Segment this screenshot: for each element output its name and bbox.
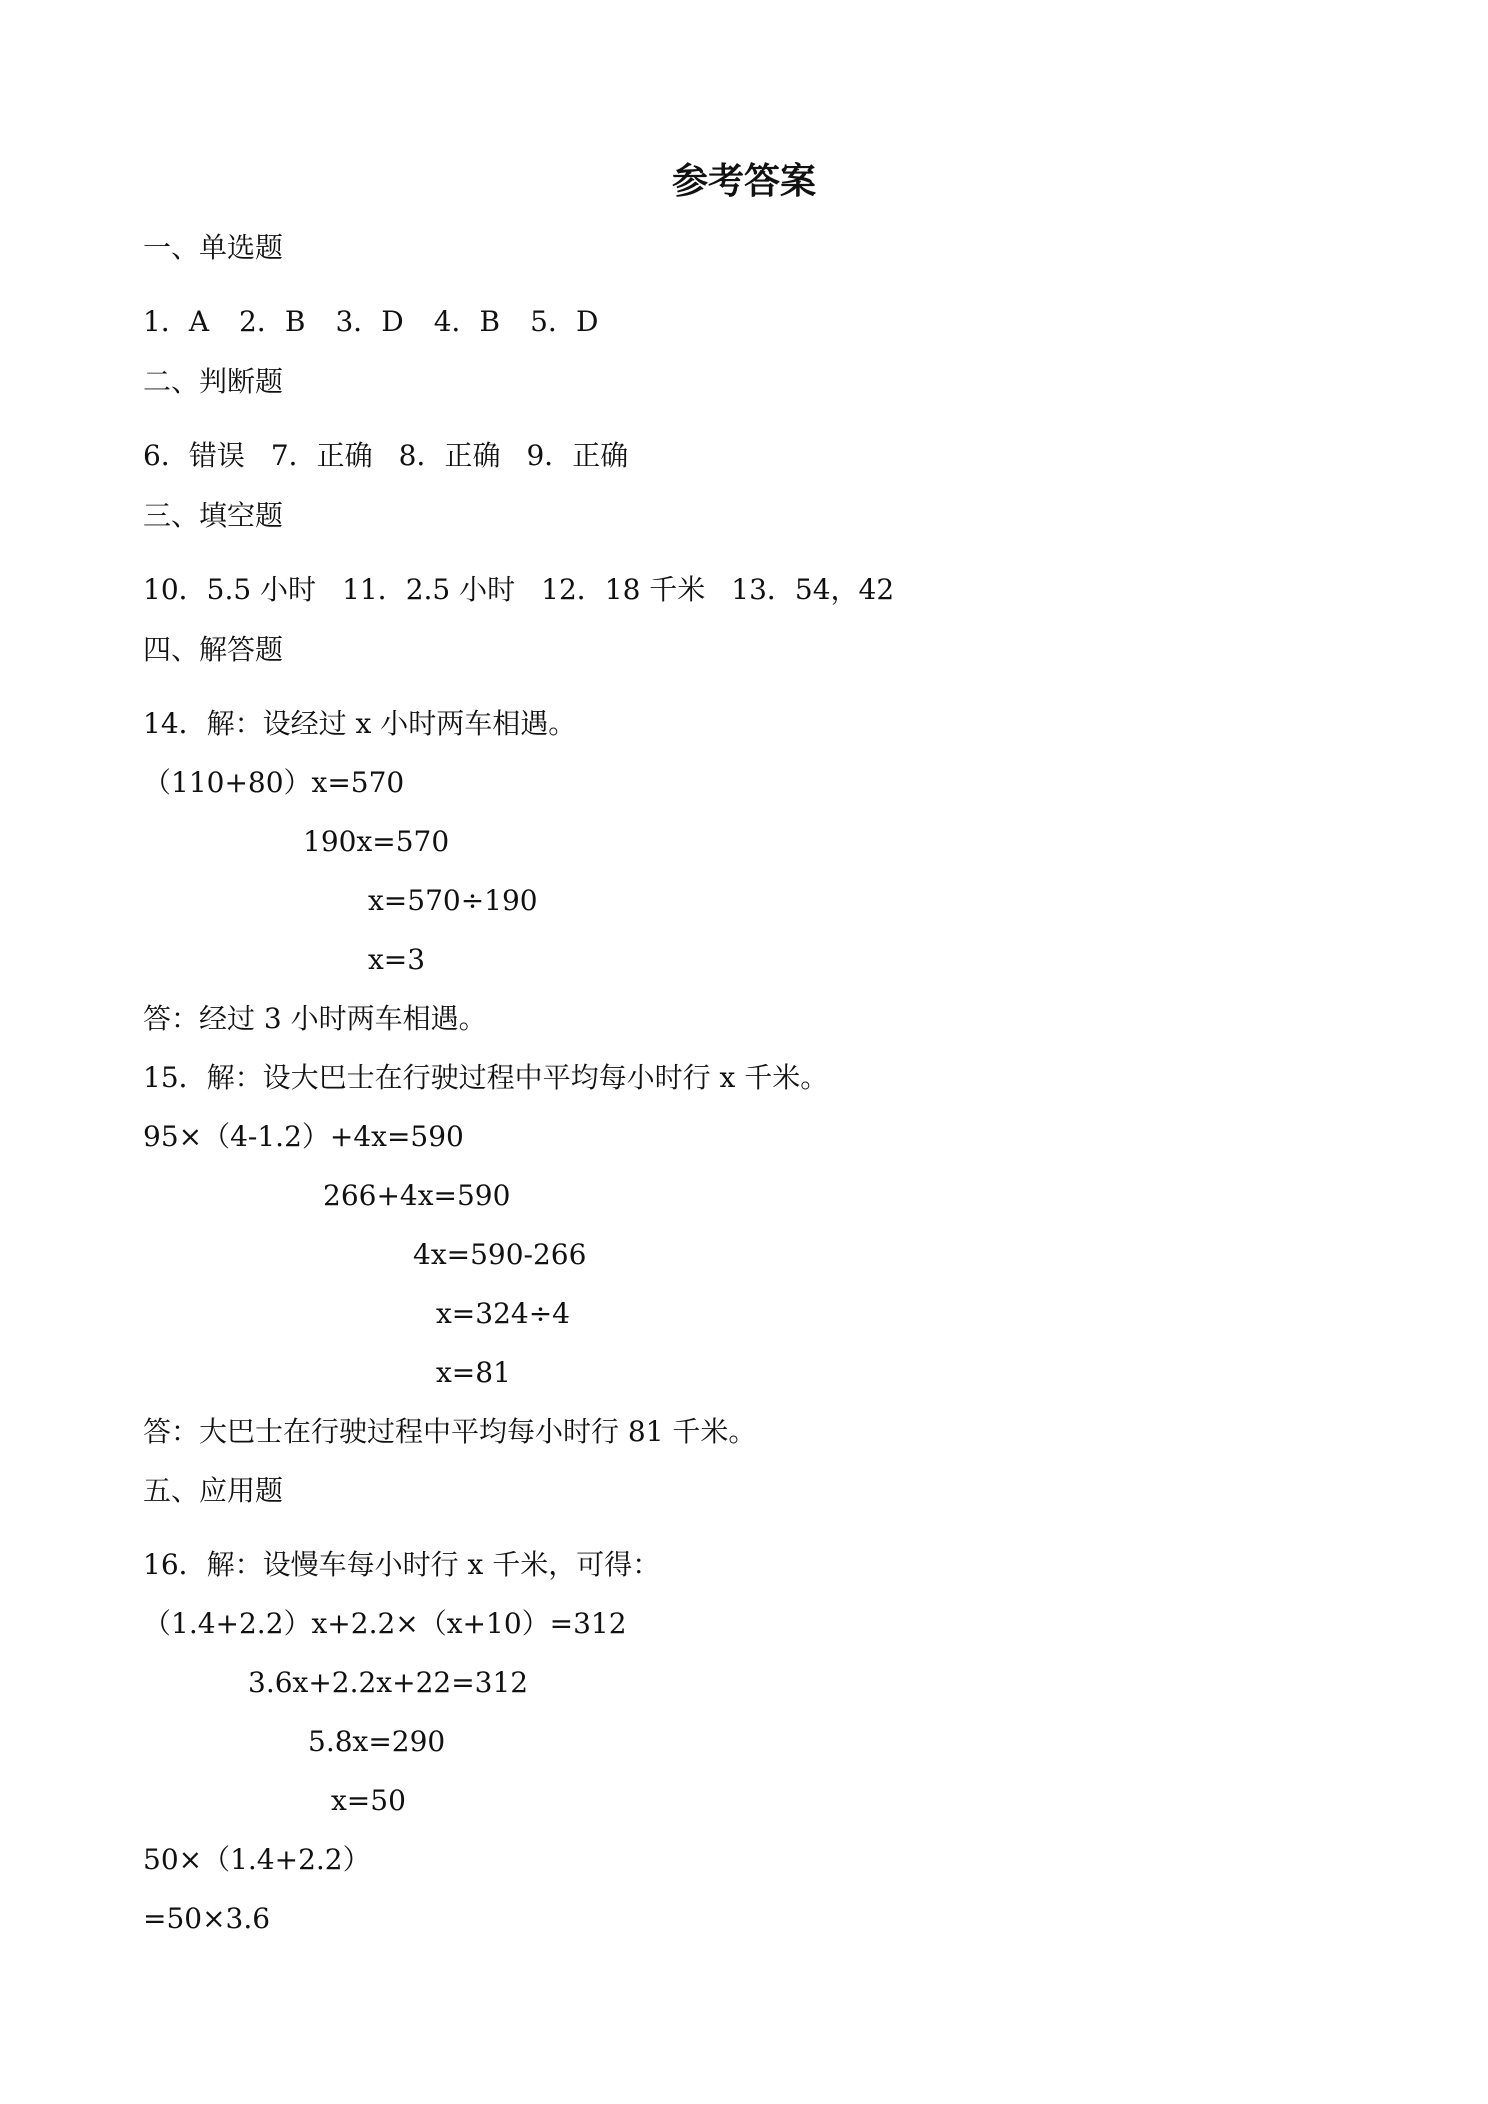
answer-item: 4．B	[433, 305, 501, 338]
section-heading-solve: 四、解答题	[143, 633, 284, 666]
q14-step: x=3	[368, 943, 426, 976]
page-title: 参考答案	[671, 161, 816, 202]
answer-item: 13．54，42	[731, 573, 895, 606]
q15-intro: 15．解：设大巴士在行驶过程中平均每小时行 x 千米。	[143, 1061, 829, 1094]
answer-item: 9．正确	[526, 439, 629, 472]
q16-intro: 16．解：设慢车每小时行 x 千米，可得：	[143, 1548, 661, 1581]
answer-item: 1．A	[143, 305, 210, 338]
q14-step: （110+80）x=570	[143, 766, 405, 799]
q16-step: 5.8x=290	[308, 1725, 446, 1758]
answer-item: 2．B	[239, 305, 306, 338]
q14-step: x=570÷190	[368, 884, 538, 917]
q15-step: 95×（4-1.2）+4x=590	[143, 1120, 464, 1153]
answer-item: 12．18 千米	[541, 573, 706, 606]
section-heading-true-false: 二、判断题	[143, 365, 284, 398]
q16-step: =50×3.6	[143, 1902, 271, 1935]
q15-answer: 答：大巴士在行驶过程中平均每小时行 81 千米。	[143, 1415, 757, 1448]
q14-answer: 答：经过 3 小时两车相遇。	[143, 1002, 487, 1035]
section-heading-fill-blank: 三、填空题	[143, 499, 284, 532]
q16-step: x=50	[331, 1784, 406, 1817]
section-heading-application: 五、应用题	[143, 1474, 284, 1507]
answer-item: 11．2.5 小时	[342, 573, 516, 606]
q16-step: 3.6x+2.2x+22=312	[248, 1666, 529, 1699]
q15-step: 266+4x=590	[323, 1179, 511, 1212]
answer-item: 7．正确	[270, 439, 373, 472]
true-false-answers	[143, 436, 628, 476]
answer-item: 6．错误	[143, 439, 245, 472]
answer-item: 3．D	[335, 305, 404, 338]
answer-item: 10．5.5 小时	[143, 573, 317, 606]
section-heading-single-choice: 一、单选题	[143, 231, 284, 264]
q15-step: 4x=590-266	[413, 1238, 587, 1271]
q16-step: （1.4+2.2）x+2.2×（x+10）=312	[143, 1607, 627, 1640]
q14-step: 190x=570	[303, 825, 450, 858]
single-choice-answers	[143, 302, 598, 342]
q15-step: x=81	[436, 1356, 511, 1389]
fill-blank-answers	[143, 570, 894, 610]
q16-step: 50×（1.4+2.2）	[143, 1843, 371, 1876]
answer-item: 8．正确	[398, 439, 501, 472]
answer-item: 5．D	[530, 305, 599, 338]
q15-step: x=324÷4	[436, 1297, 570, 1330]
q14-intro: 14．解：设经过 x 小时两车相遇。	[143, 707, 577, 740]
